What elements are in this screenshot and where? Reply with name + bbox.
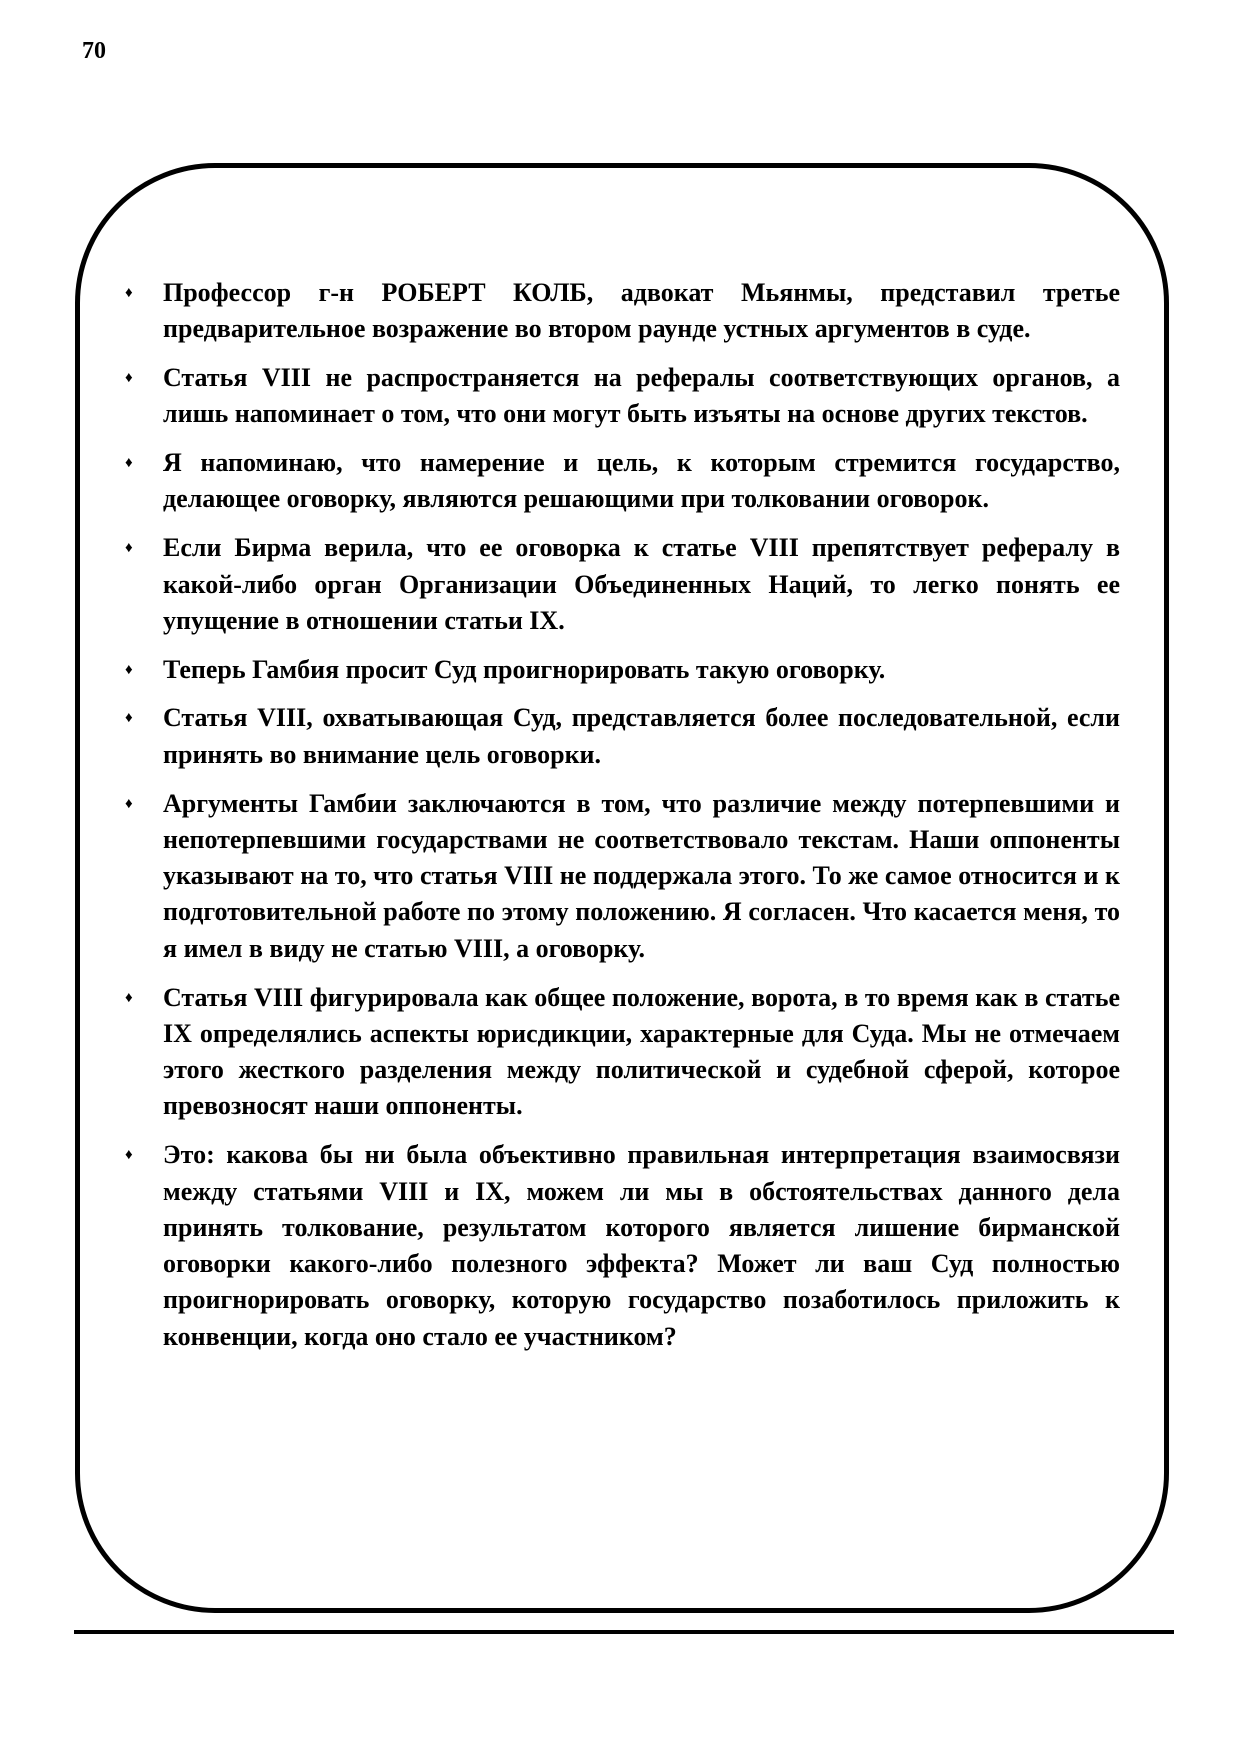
diamond-bullet-icon: ♦ [125, 285, 133, 301]
list-item-text: Это: какова бы ни была объективно правильная интерпретация взаимосвязи между статьями VIII и IX, можем ли мы в обстоятельствах данного дела принять толкование, результатом которого является лишение бирманской оговорки какого-либо полезного эффекта? Может ли ваш Суд полностью проигнорировать оговорку, которую государство позаботилось приложить к конвенции, когда оно стало ее участником? [163, 1140, 1120, 1351]
list-item-text: Аргументы Гамбии заключаются в том, что различие между потерпевшими и непотерпевшими государствами не соответствовало текстам. Наши оппоненты указывают на то, что статья VIII не поддержала этого. То же самое относится и к подготовительной работе по этому положению. Я согласен. Что касается меня, то я имел в виду не статью VIII, а оговорку. [163, 788, 1120, 963]
bullet-list [125, 275, 1120, 1368]
list-item-text: Если Бирма верила, что ее оговорка к статье VIII препятствует рефералу в какой-либо орган Организации Объединенных Наций, то легко понять ее упущение в отношении статьи IX. [163, 533, 1120, 635]
diamond-bullet-icon: ♦ [125, 795, 133, 812]
list-item [125, 786, 1120, 967]
diamond-bullet-icon: ♦ [125, 455, 133, 472]
list-item [125, 275, 1120, 348]
diamond-bullet-icon: ♦ [125, 710, 133, 727]
footer-divider [74, 1630, 1174, 1634]
list-item [125, 360, 1120, 433]
list-item-text: Теперь Гамбия просит Суд проигнорировать такую оговорку. [163, 654, 886, 684]
list-item [125, 700, 1120, 773]
list-item-text: Статья VIII не распространяется на рефералы соответствующих органов, а лишь напоминает о том, что они могут быть изъяты на основе других текстов. [163, 363, 1120, 429]
diamond-bullet-icon: ♦ [125, 661, 133, 678]
diamond-bullet-icon: ♦ [125, 989, 133, 1006]
diamond-bullet-icon: ♦ [125, 370, 133, 387]
list-item-text: Статья VIII фигурировала как общее положение, ворота, в то время как в статье IX определялись аспекты юрисдикции, характерные для Суда. Мы не отмечаем этого жесткого разделения между политической и судебной сферой, которое превозносят наши оппоненты. [163, 982, 1120, 1121]
list-item [125, 530, 1120, 639]
diamond-bullet-icon: ♦ [125, 540, 133, 557]
list-item-text: Профессор г-н РОБЕРТ КОЛБ, адвокат Мьянмы, представил третье предварительное возражение во втором раунде устных аргументов в суде. [163, 278, 1120, 344]
list-item [125, 445, 1120, 518]
list-item [125, 652, 1120, 688]
diamond-bullet-icon: ♦ [125, 1147, 133, 1164]
list-item [125, 980, 1120, 1125]
list-item-text: Я напоминаю, что намерение и цель, к которым стремится государство, делающее оговорку, являются решающими при толковании оговорок. [163, 448, 1120, 514]
page-number: 70 [82, 38, 106, 64]
list-item-text: Статья VIII, охватывающая Суд, представляется более последовательной, если принять во внимание цель оговорки. [163, 703, 1120, 769]
list-item [125, 1137, 1120, 1355]
